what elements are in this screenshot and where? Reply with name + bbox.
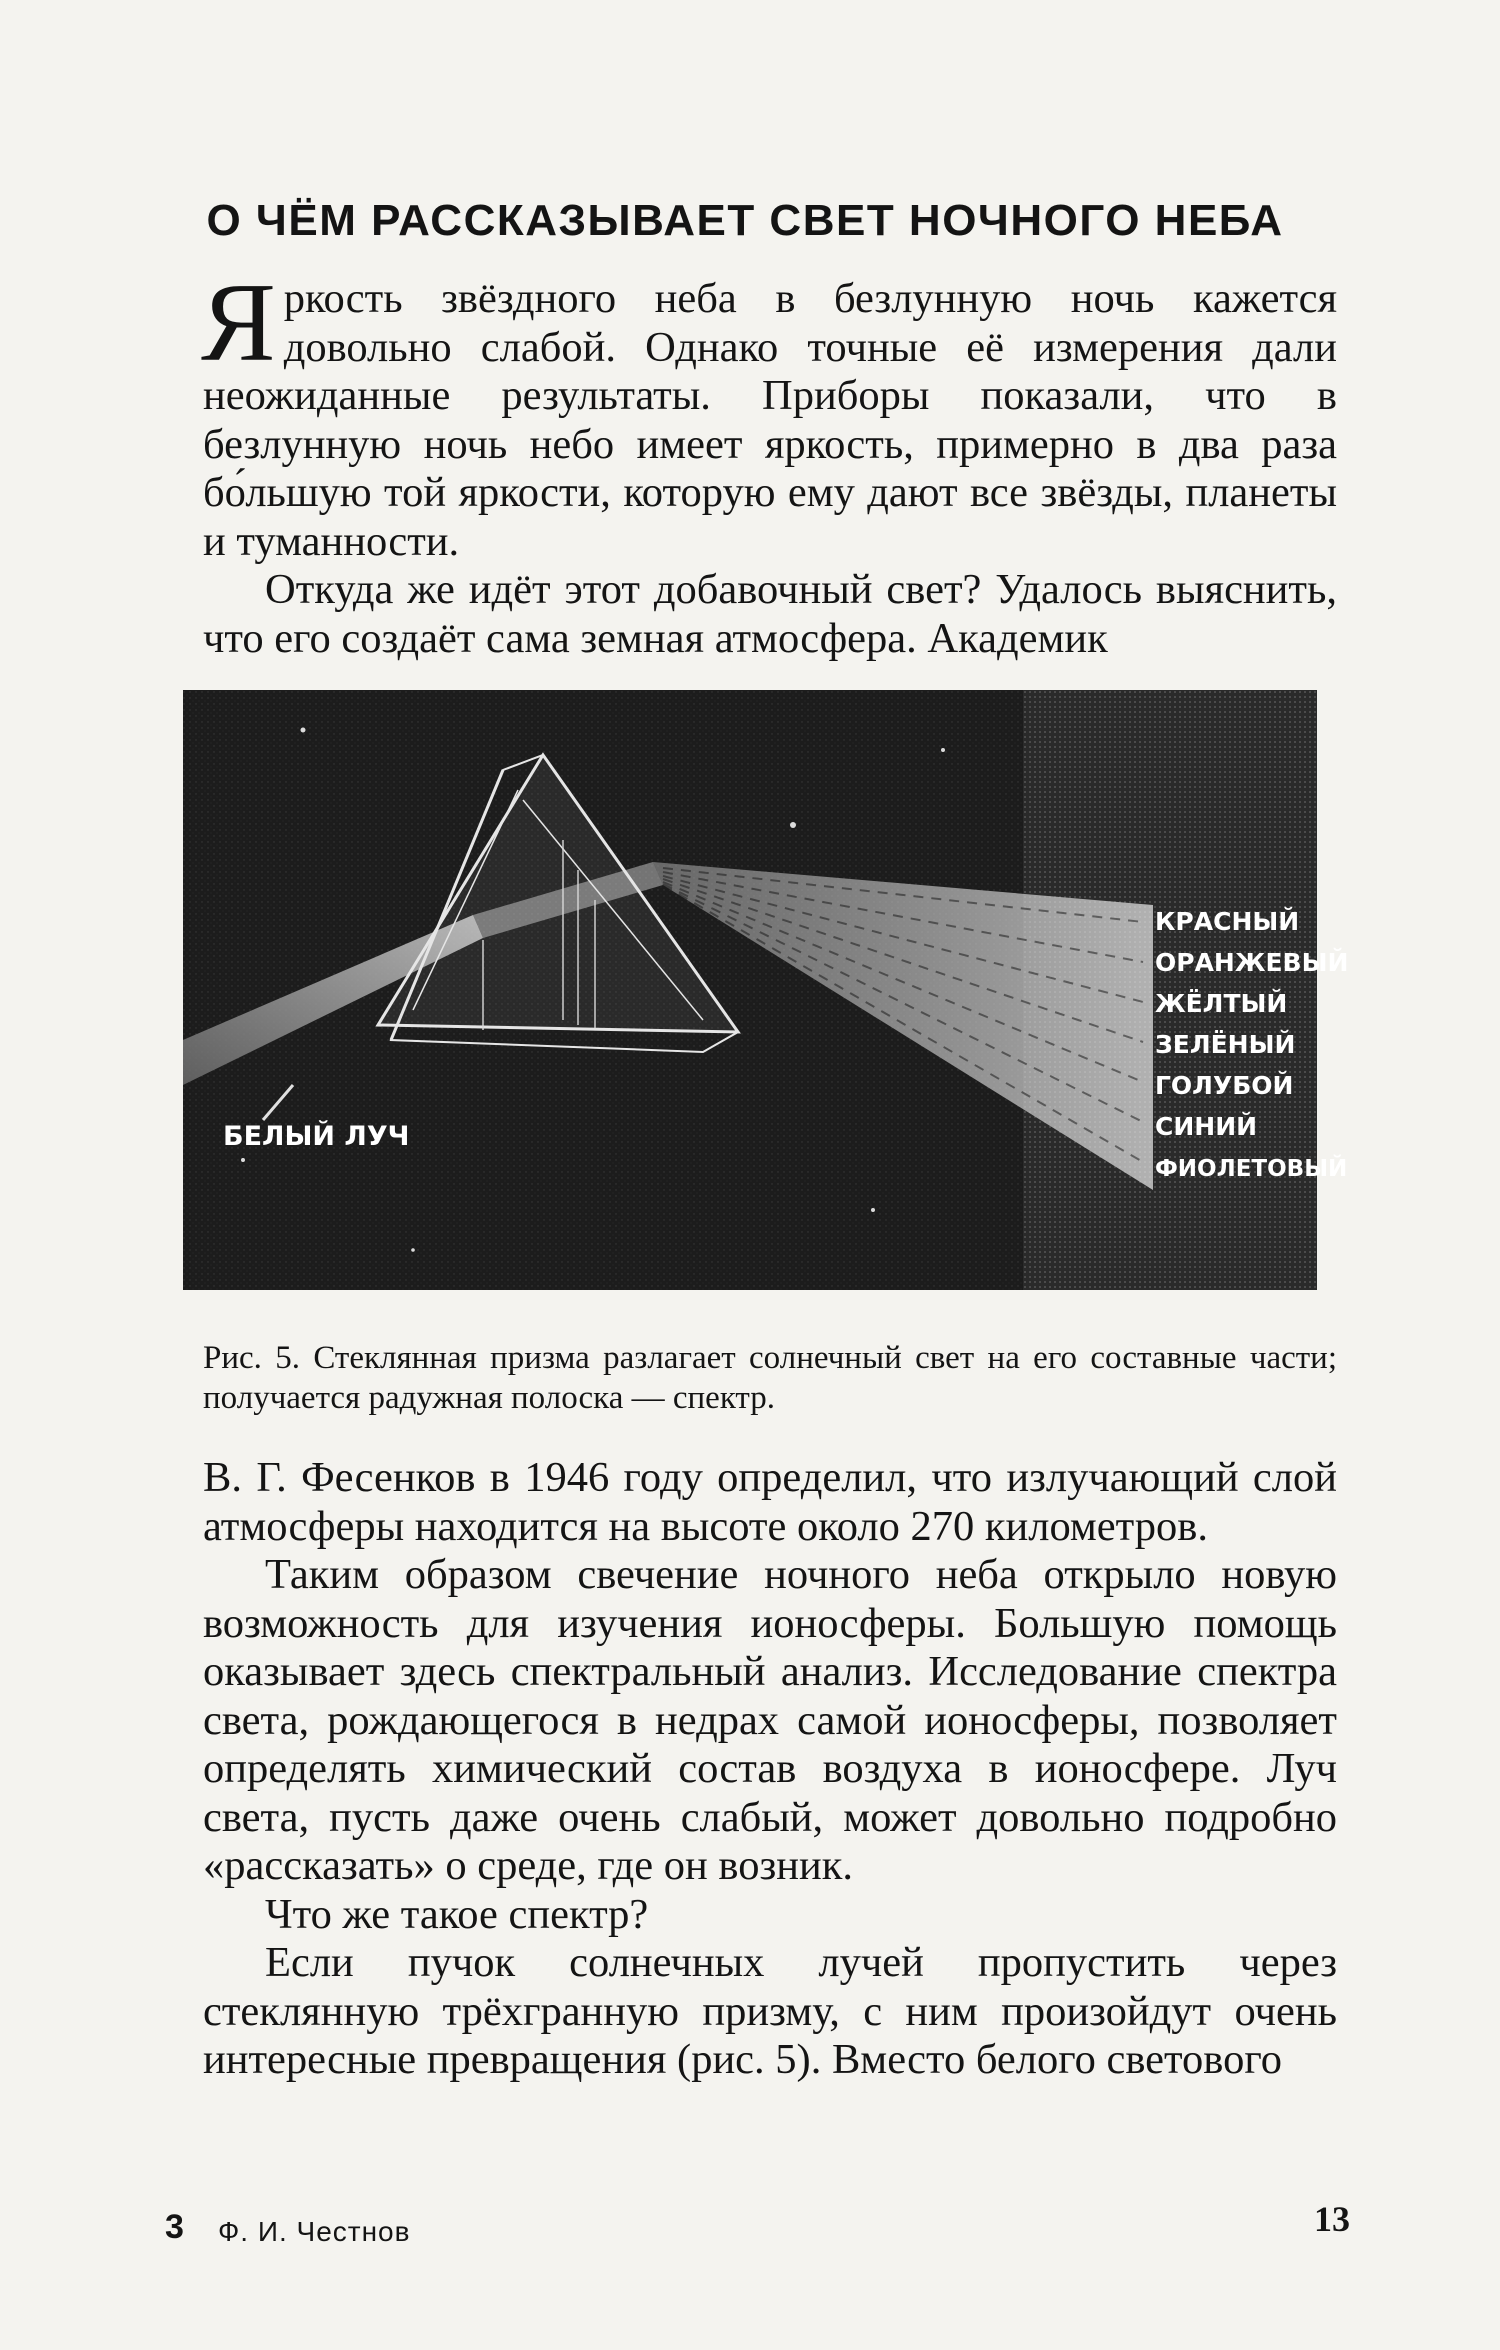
paragraph-6: Если пучок солнечных лучей пропустить через стеклянную трёхгранную призму, с ним произойдут очень интересные превращения (рис. 5). Вместо белого светового (203, 1939, 1337, 2083)
spectrum-label-violet: ФИОЛЕТОВЫЙ (1155, 1156, 1348, 1182)
paragraph-1-text: ркость звёздного неба в безлунную ночь кажется довольно слабой. Однако точные её измерения дали неожиданные результаты. Приборы показали, что в безлунную ночь небо имеет яркость, примерно в два раза бо́льшую той яркости, которую ему дают все звёзды, планеты и туманности. (203, 275, 1337, 565)
text-block-top (201, 261, 1337, 663)
page-number: 13 (1314, 2199, 1350, 2239)
caption-text: Рис. 5. Стеклянная призма разлагает солнечный свет на его составные части; получается радужная полоска — спектр. (203, 1340, 1337, 1416)
prism-svg (183, 690, 1349, 1290)
white-ray-label: БЕЛЫЙ ЛУЧ (223, 1121, 410, 1152)
text-block-bottom (203, 1454, 1337, 2085)
paragraph-3: В. Г. Фесенков в 1946 году определил, что излучающий слой атмосферы находится на высоте около 270 километров. (203, 1454, 1337, 1550)
paragraph-4: Таким образом свечение ночного неба открыло новую возможность для изучения ионосферы. Большую помощь оказывает здесь спектральный анализ. Исследование спектра света, рождающегося в недрах самой ионосферы, позволяет определять химический состав воздуха в ионосфере. Луч света, пусть даже очень слабый, может довольно подробно «рассказать» о среде, где он возник. (203, 1551, 1337, 1889)
figure-caption (203, 1338, 1337, 1418)
prism-illustration (183, 690, 1349, 1290)
chapter-title: О ЧЁМ РАССКАЗЫВАЕТ СВЕТ НОЧНОГО НЕБА (206, 196, 1284, 245)
page-footer (165, 2199, 1350, 2258)
spectrum-label-red: КРАСНЫЙ (1155, 907, 1300, 936)
paragraph-2: Откуда же идёт этот добавочный свет? Удалось выяснить, что его создаёт сама земная атмосфера. Академик (203, 566, 1337, 662)
author-name: Ф. И. Честнов (218, 2216, 411, 2247)
spectrum-label-green: ЗЕЛЁНЫЙ (1155, 1030, 1296, 1059)
spectrum-label-yellow: ЖЁЛТЫЙ (1155, 989, 1288, 1018)
spectrum-label-lightblue: ГОЛУБОЙ (1155, 1071, 1294, 1100)
spectrum-label-orange: ОРАНЖЕВЫЙ (1155, 948, 1349, 977)
spectrum-labels (1155, 907, 1348, 1182)
paragraph-5: Что же такое спектр? (265, 1890, 649, 1938)
drop-cap: Я (201, 261, 276, 385)
spectrum-label-blue: СИНИЙ (1155, 1112, 1258, 1141)
printer-signature: 3 (165, 2208, 184, 2246)
paragraph-1 (201, 261, 1337, 566)
